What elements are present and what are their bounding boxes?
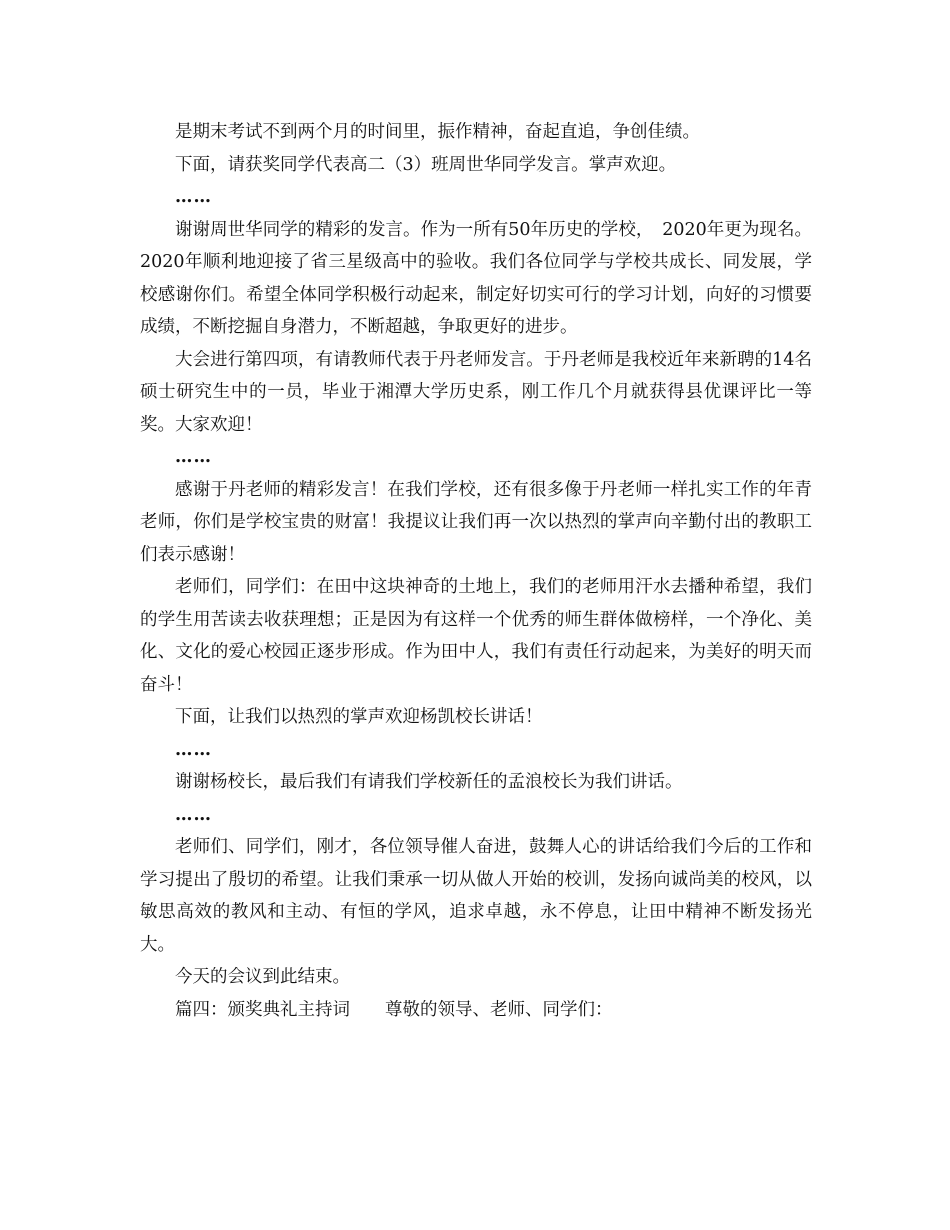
paragraph-student-speaker-intro: 下面，请获奖同学代表高二（3）班周世华同学发言。掌声欢迎。: [175, 154, 677, 175]
ellipsis-marker: ……: [175, 804, 212, 825]
paragraph-section-four-heading: 篇四：颁奖典礼主持词 尊敬的领导、老师、同学们：: [175, 999, 613, 1020]
paragraph-principal-meng-intro: 谢谢杨校长，最后我们有请我们学校新任的孟浪校长为我们讲话。: [175, 772, 683, 792]
paragraph-principal-yang-intro: 下面，让我们以热烈的掌声欢迎杨凯校长讲话！: [175, 707, 543, 727]
paragraph-exam-encouragement: 是期末考试不到两个月的时间里，振作精神，奋起直追，争创佳绩。: [175, 122, 700, 142]
document-body: [140, 116, 812, 1026]
paragraph-teacher-speaker-intro: 大会进行第四项，有请教师代表于丹老师发言。于丹老师是我校近年来新聘的14名硕士研究生中的一员，毕业于湘潭大学历史系，刚工作几个月就获得县优课评比一等奖。大家欢迎！: [140, 349, 812, 435]
ellipsis-marker: ……: [175, 187, 212, 207]
paragraph-meeting-end: 今天的会议到此结束。: [175, 967, 350, 987]
ellipsis-marker: ……: [175, 739, 212, 760]
ellipsis-marker: ……: [175, 447, 212, 467]
paragraph-thanks-student: 谢谢周世华同学的精彩的发言。作为一所有50年历史的学校， 2020年更为现名。2020年顺利地迎接了省三星级高中的验收。我们各位同学与学校共成长、同发展，学校感谢你们。希望全体同学积极行动起来，制定好切实可行的学习计划，向好的习惯要成绩，不断挖掘自身潜力，不断超越，争取更好的进步。: [140, 219, 812, 337]
paragraph-teachers-students-address: 老师们，同学们：在田中这块神奇的土地上，我们的老师用汗水去播种希望，我们的学生用苦读去收获理想；正是因为有这样一个优秀的师生群体做榜样，一个净化、美化、文化的爱心校园正逐步形成。作为田中人，我们有责任行动起来，为美好的明天而奋斗！: [140, 577, 812, 695]
paragraph-closing-remarks: 老师们、同学们，刚才，各位领导催人奋进，鼓舞人心的讲话给我们今后的工作和学习提出了殷切的希望。让我们秉承一切从做人开始的校训，发扬向诚尚美的校风，以敏思高效的教风和主动、有恒的学风，追求卓越，永不停息，让田中精神不断发扬光大。: [140, 837, 812, 955]
paragraph-thanks-teacher: 感谢于丹老师的精彩发言！在我们学校，还有很多像于丹老师一样扎实工作的年青老师，你们是学校宝贵的财富！我提议让我们再一次以热烈的掌声向辛勤付出的教职工们表示感谢！: [140, 479, 812, 565]
